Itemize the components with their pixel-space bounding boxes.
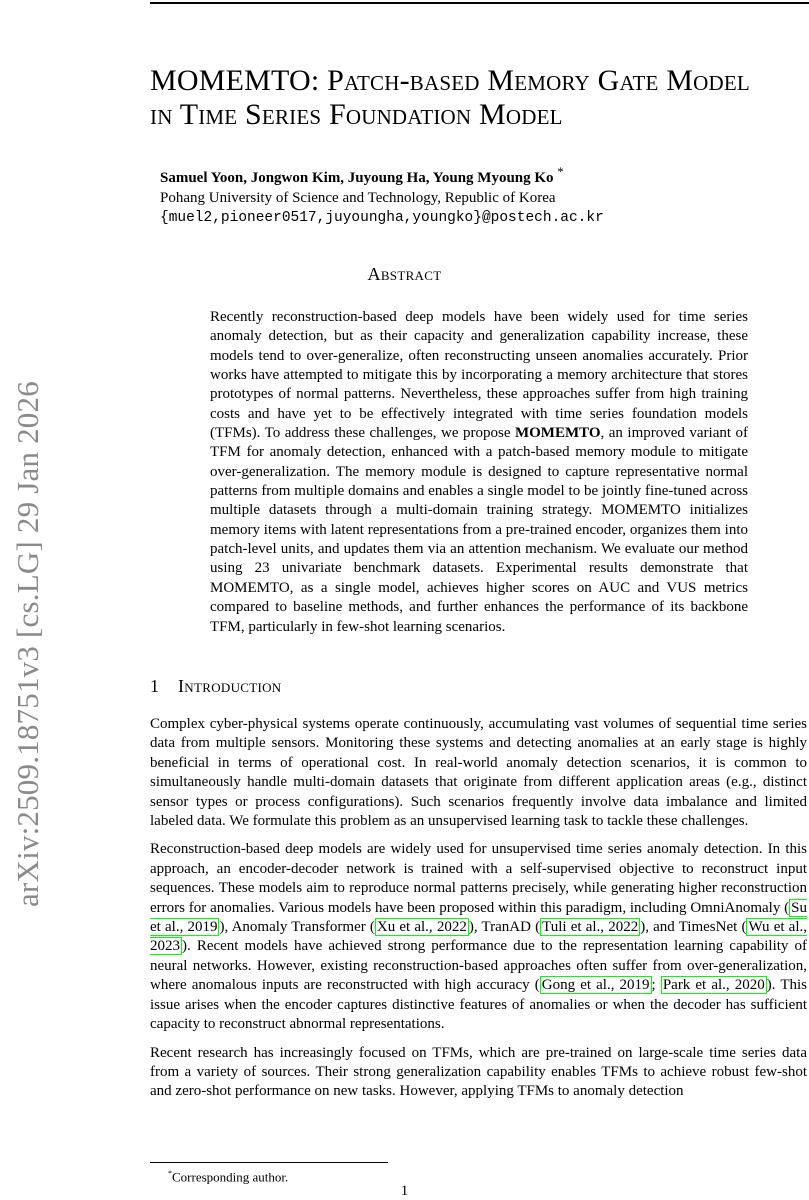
abstract-heading: Abstract bbox=[367, 264, 442, 284]
author-email: {muel2,pioneer0517,juyoungha,youngko}@postech.ac.kr bbox=[160, 210, 604, 226]
citation-link[interactable]: Gong et al., 2019 bbox=[541, 977, 650, 994]
paragraph-2 bbox=[150, 840, 807, 1034]
abstract-body bbox=[210, 308, 748, 637]
citation-link[interactable]: Park et al., 2020 bbox=[662, 977, 765, 994]
section-title: Introduction bbox=[178, 676, 282, 696]
citation-link[interactable]: Xu et al., 2022 bbox=[376, 919, 467, 936]
footnote-rule bbox=[150, 1162, 388, 1163]
abstract-model-name: MOMEMTO bbox=[514, 425, 601, 442]
paragraph-2-text: ), and TimesNet ( bbox=[640, 919, 747, 936]
page-number: 1 bbox=[400, 1183, 409, 1199]
paragraph-1: Complex cyber-physical systems operate continuously, accumulating vast volumes of sequential time series data from multiple sensors. Monitoring these systems and detecting anomalies at an early stage is highly beneficial in terms of operational cost. In real-world anomaly detection scenarios, it is common to simultaneously handle multi-domain datasets that originate from different application areas (e.g., distinct sensor types or process configurations). Such scenarios frequently involve data imbalance and limited labeled data. We formulate this problem as an unsupervised learning task to tackle these challenges. bbox=[150, 716, 807, 830]
paragraph-2-text: ), TranAD ( bbox=[468, 919, 541, 936]
arxiv-identifier-stamp: arXiv:2509.18751v3 [cs.LG] 29 Jan 2026 bbox=[10, 381, 45, 908]
paragraph-2-text: ). Recent models have achieved strong performance due to the representation learning capability of neural networks. However, existing reconstruction-based approaches often suffer from over-generalization, where anomalous inputs are reconstructed with high accuracy ( bbox=[150, 938, 807, 994]
author-names-line bbox=[160, 162, 604, 188]
paragraph-2-text: ; bbox=[651, 977, 661, 994]
introduction-body bbox=[150, 715, 807, 1111]
author-affiliation: Pohang University of Science and Technology, Republic of Korea bbox=[160, 190, 556, 206]
author-names: Samuel Yoon, Jongwon Kim, Juyoung Ha, Young Myoung Ko bbox=[160, 170, 554, 186]
corresponding-author-mark: * bbox=[557, 165, 564, 179]
title-line-1: MOMEMTO: Patch-based Memory Gate Model bbox=[150, 64, 750, 97]
title-line-2: in Time Series Foundation Model bbox=[150, 98, 563, 131]
citation-link[interactable]: Tuli et al., 2022 bbox=[542, 919, 639, 936]
author-block bbox=[160, 162, 604, 228]
abstract-text-part-1: Recently reconstruction-based deep models have been widely used for time series anomaly detection, but as their capacity and generalization capability increase, these models tend to over-generalize, often reconstructing unseen anomalies accurately. Prior works have attempted to mitigate this by incorporating a memory architecture that stores prototypes of normal patterns. Nevertheless, these approaches suffer from high training costs and have yet to be effectively integrated with time series foundation models (TFMs). To address these challenges, we propose bbox=[210, 309, 748, 442]
section-number: 1 bbox=[150, 676, 160, 696]
paragraph-3: Recent research has increasingly focused on TFMs, which are pre-trained on large-scale time series data from a variety of sources. Their strong generalization capability enables TFMs to achieve robust few-shot and zero-shot performance on new tasks. However, applying TFMs to anomaly detection bbox=[150, 1044, 807, 1100]
paragraph-2-text: ), Anomaly Transformer ( bbox=[219, 919, 375, 936]
section-heading-introduction bbox=[150, 676, 281, 697]
paragraph-2-text: Reconstruction-based deep models are widely used for unsupervised time series anomaly detection. In this approach, an encoder-decoder network is trained with a self-supervised objective to reconstruct input sequences. These models aim to reproduce normal patterns precisely, while generating higher reconstruction errors for anomalies. Various models have been proposed within this paradigm, including OmniAnomaly ( bbox=[150, 841, 807, 916]
footnote-text: Corresponding author. bbox=[172, 1169, 289, 1185]
footnote-mark: * bbox=[168, 1169, 172, 1178]
top-rule bbox=[150, 2, 809, 4]
paragraph-2-text: ). This issue arises when the encoder captures distinctive features of anomalies or when the decoder has sufficient capacity to reconstruct abnormal representations. bbox=[150, 977, 807, 1033]
abstract-text-part-2: , an improved variant of TFM for anomaly detection, enhanced with a patch-based memory module to mitigate over-generalization. The memory module is designed to capture representative normal patterns from multiple domains and enables a single model to be jointly fine-tuned across multiple datasets through a multi-domain training strategy. MOMEMTO initializes memory items with latent representations from a pre-trained encoder, organizes them into patch-level units, and updates them via an attention mechanism. We evaluate our method using 23 univariate benchmark datasets. Experimental results demonstrate that MOMEMTO, as a single model, achieves higher scores on AUC and VUS metrics compared to baseline methods, and further enhances the performance of its backbone TFM, particularly in few-shot learning scenarios. bbox=[210, 425, 748, 635]
citation-link[interactable]: Su et al., 2019 bbox=[150, 899, 807, 936]
paper-title bbox=[150, 64, 800, 132]
citation-link[interactable]: Wu et al., 2023 bbox=[150, 919, 808, 955]
